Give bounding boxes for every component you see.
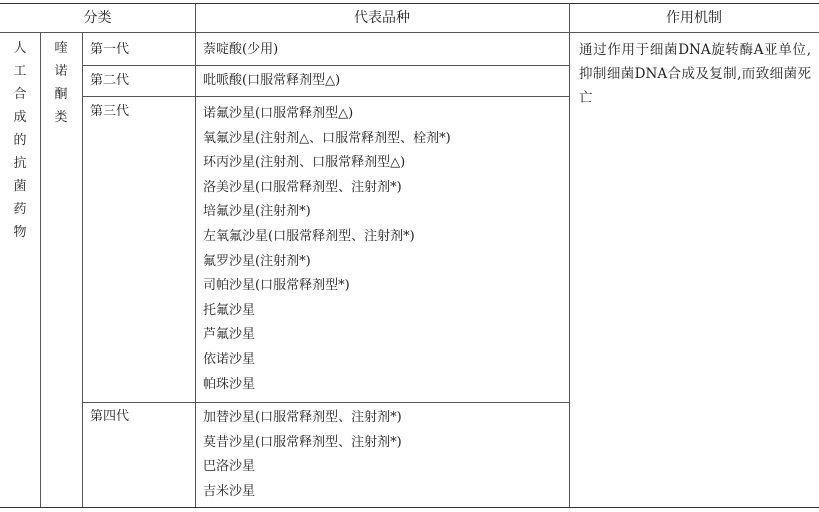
gen4-label: 第四代 [90,409,130,424]
gen1-bottom-border [82,65,569,66]
mechanism-text: 通过作用于细菌DNA旋转酶A亚单位,抑制细菌DNA合成及复制,而致细菌死亡 [579,42,811,106]
table-bottom-border [0,507,819,508]
col-divider-4 [569,3,570,507]
category-sub: 喹诺酮类 [54,41,68,125]
drug-item: 帕珠沙星 [203,376,256,392]
col-divider-1 [40,32,41,507]
header-classification: 分类 [83,10,112,26]
drug-item: 加替沙星(口服常释剂型、注射剂*) [203,410,402,425]
drug-item: 吉米沙星 [203,483,256,499]
category-main: 人工合成的抗菌药物 [13,41,27,240]
header-bottom-border [0,32,819,33]
drug-item: 左氧氟沙星(口服常释剂型、注射剂*) [203,228,415,244]
drug-item: 芦氟沙星 [203,327,256,343]
drug-item: 洛美沙星(口服常释剂型、注射剂*) [203,179,402,195]
drug-item: 氧氟沙星(注射剂△、口服常释剂型、栓剂*) [203,130,451,146]
gen3-drug-list [203,106,451,401]
gen2-drug-list [203,73,340,98]
col-divider-3 [195,3,196,507]
col-divider-2 [82,32,83,507]
gen2-label: 第二代 [90,73,130,88]
gen1-label: 第一代 [90,42,130,57]
drug-item: 司帕沙星(口服常释剂型*) [203,278,350,294]
gen4-drug-list [203,410,402,508]
table-top-border [0,3,819,4]
gen3-label: 第三代 [90,104,130,119]
header-mechanism: 作用机制 [666,10,722,26]
drug-item: 吡哌酸(口服常释剂型△) [203,73,341,88]
gen3-bottom-border [82,402,569,403]
drug-item: 环丙沙星(注射剂、口服常释剂型△) [203,155,406,171]
drug-item: 氟罗沙星(注射剂*) [203,253,311,269]
gen1-drug-list [203,42,278,67]
drug-item: 莫昔沙星(口服常释剂型、注射剂*) [203,434,402,450]
drug-item: 巴洛沙星 [203,459,256,475]
drug-item: 依诺沙星 [203,351,256,367]
header-representative: 代表品种 [354,10,410,26]
drug-item: 诺氟沙星(口服常释剂型△) [203,106,354,121]
drug-item: 培氟沙星(注射剂*) [203,204,311,220]
drug-item: 托氟沙星 [203,302,256,318]
drug-item: 萘啶酸(少用) [203,42,279,57]
